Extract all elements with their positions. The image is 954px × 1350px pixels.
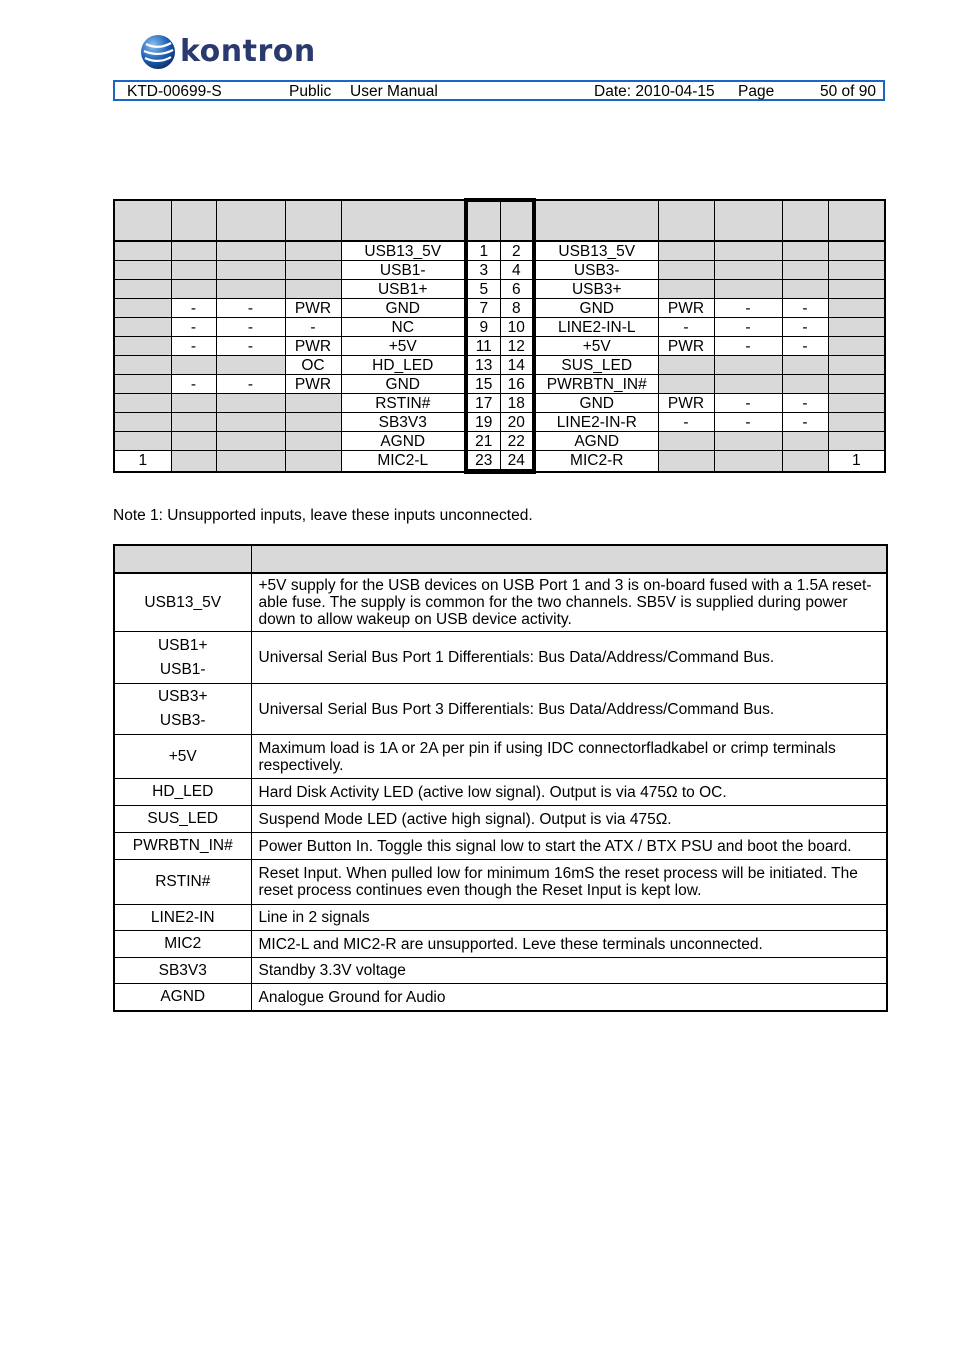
pin-number-cell: 23 (466, 451, 500, 472)
table-row (114, 432, 885, 451)
table-row (114, 684, 887, 735)
pin-signal-cell (828, 337, 885, 356)
pin-signal-cell (828, 413, 885, 432)
desc-table-header-cell (251, 545, 887, 573)
pin-signal-cell (171, 280, 216, 299)
pin-signal-cell: MIC2-R (534, 451, 658, 472)
pin-signal-cell (714, 432, 782, 451)
table-row (114, 905, 887, 931)
table-row (114, 833, 887, 860)
pin-table-header-cell (828, 200, 885, 241)
pin-number-cell: 8 (500, 299, 534, 318)
pin-signal-cell (216, 280, 285, 299)
pin-signal-cell (714, 451, 782, 472)
signal-name-cell (114, 779, 251, 806)
pin-signal-cell: - (658, 318, 714, 337)
pin-signal-cell: AGND (341, 432, 466, 451)
doc-id: KTD-00699-S (127, 83, 222, 100)
pin-signal-cell: PWR (658, 394, 714, 413)
pin-signal-cell: - (782, 413, 828, 432)
pin-number-cell: 16 (500, 375, 534, 394)
pin-signal-cell: SUS_LED (534, 356, 658, 375)
signal-name: AGND (160, 988, 206, 1005)
pin-signal-cell (828, 356, 885, 375)
table-row (114, 241, 885, 261)
pin-signal-cell: GND (341, 375, 466, 394)
pin-signal-cell: - (782, 337, 828, 356)
pin-table-header-cell (534, 200, 658, 241)
doc-classification: Public (289, 83, 332, 100)
pin-signal-cell: PWR (658, 299, 714, 318)
pin-signal-cell (171, 432, 216, 451)
pin-signal-cell: USB1- (341, 261, 466, 280)
pin-signal-cell (658, 451, 714, 472)
table-row (114, 806, 887, 833)
pin-signal-cell (171, 241, 216, 261)
signal-description-cell: Universal Serial Bus Port 1 Differentials: Bus Data/Address/Command Bus. (251, 632, 887, 684)
pin-signal-cell: - (658, 413, 714, 432)
pin-signal-cell (714, 375, 782, 394)
pin-signal-cell (658, 375, 714, 394)
table-row (114, 394, 885, 413)
pin-number-cell: 10 (500, 318, 534, 337)
pin-signal-cell: LINE2-IN-L (534, 318, 658, 337)
pin-signal-cell (114, 261, 171, 280)
signal-description-cell: MIC2-L and MIC2-R are unsupported. Leve these terminals unconnected. (251, 931, 887, 958)
pin-signal-cell: PWRBTN_IN# (534, 375, 658, 394)
signal-description-cell: Analogue Ground for Audio (251, 984, 887, 1012)
signal-description-cell: Maximum load is 1A or 2A per pin if using IDC connectorfladkabel or crimp terminals respectively. (251, 735, 887, 779)
table-row (114, 573, 887, 632)
pin-number-cell: 11 (466, 337, 500, 356)
table-row (114, 984, 887, 1012)
table-row (114, 356, 885, 375)
pin-signal-cell: USB13_5V (341, 241, 466, 261)
pin-signal-cell: - (171, 375, 216, 394)
pin-signal-cell (114, 356, 171, 375)
pin-assignment-table (113, 198, 886, 474)
pin-signal-cell (782, 261, 828, 280)
pin-table-header-cell (114, 200, 171, 241)
pin-signal-cell (114, 241, 171, 261)
pin-signal-cell (171, 261, 216, 280)
pin-number-cell: 9 (466, 318, 500, 337)
pin-signal-cell (171, 394, 216, 413)
pin-signal-cell: AGND (534, 432, 658, 451)
table-row (114, 779, 887, 806)
pin-table-header-cell (341, 200, 466, 241)
signal-name: USB3- (159, 712, 206, 729)
pin-signal-cell: HD_LED (341, 356, 466, 375)
pin-signal-cell (828, 280, 885, 299)
pin-signal-cell: GND (534, 299, 658, 318)
pin-signal-cell (714, 261, 782, 280)
signal-name: SB3V3 (158, 961, 207, 979)
pin-number-cell: 5 (466, 280, 500, 299)
signal-description-table (113, 544, 888, 1012)
pin-signal-cell (828, 375, 885, 394)
pin-signal-cell: 1 (114, 451, 171, 472)
pin-signal-cell (216, 432, 285, 451)
signal-name-cell (114, 735, 251, 779)
table-row (114, 299, 885, 318)
signal-description-cell: Reset Input. When pulled low for minimum 16mS the reset process will be initiated. The reset process continues even though the Reset Input is kept low. (251, 860, 887, 905)
desc-table-header-cell (114, 545, 251, 573)
pin-signal-cell (216, 261, 285, 280)
pin-signal-cell: - (714, 337, 782, 356)
doc-type: User Manual (350, 83, 438, 100)
pin-signal-cell (714, 356, 782, 375)
pin-signal-cell (114, 375, 171, 394)
pin-signal-cell (171, 451, 216, 472)
doc-date: Date: 2010-04-15 (594, 83, 715, 100)
pin-signal-cell (828, 241, 885, 261)
pin-signal-cell (658, 241, 714, 261)
logo-wordmark: kontron (180, 34, 316, 69)
pin-table-header-row (114, 200, 885, 241)
signal-description-cell: Suspend Mode LED (active high signal). Output is via 475Ω. (251, 806, 887, 833)
signal-name: USB3+ (157, 688, 208, 705)
pin-number-cell: 3 (466, 261, 500, 280)
pin-number-cell: 4 (500, 261, 534, 280)
pin-signal-cell (216, 356, 285, 375)
pin-signal-cell (171, 413, 216, 432)
pin-signal-cell: GND (341, 299, 466, 318)
pin-signal-cell (658, 432, 714, 451)
pin-signal-cell (216, 241, 285, 261)
signal-description-cell: Universal Serial Bus Port 3 Differentials: Bus Data/Address/Command Bus. (251, 684, 887, 735)
signal-name-cell (114, 684, 251, 735)
pin-signal-cell (782, 356, 828, 375)
pin-signal-cell (171, 356, 216, 375)
pin-signal-cell: - (782, 299, 828, 318)
pin-number-cell: 19 (466, 413, 500, 432)
signal-name-cell (114, 573, 251, 632)
signal-name: USB1- (159, 660, 206, 678)
table-row (114, 931, 887, 958)
pin-signal-cell: - (171, 318, 216, 337)
pin-table-header-cell (658, 200, 714, 241)
table-row (114, 451, 885, 472)
pin-signal-cell: - (216, 337, 285, 356)
signal-name-cell (114, 958, 251, 984)
pin-number-cell: 6 (500, 280, 534, 299)
pin-signal-cell: USB3+ (534, 280, 658, 299)
pin-signal-cell (658, 356, 714, 375)
pin-signal-cell (114, 299, 171, 318)
desc-table-header-row (114, 545, 887, 573)
pin-signal-cell: - (782, 318, 828, 337)
signal-description-cell: Power Button In. Toggle this signal low to start the ATX / BTX PSU and boot the board. (251, 833, 887, 860)
pin-signal-cell (782, 241, 828, 261)
signal-name: LINE2-IN (150, 908, 215, 926)
pin-signal-cell (285, 413, 341, 432)
pin-signal-cell: LINE2-IN-R (534, 413, 658, 432)
pin-signal-cell: - (216, 375, 285, 394)
table-row (114, 958, 887, 984)
pin-number-cell: 1 (466, 241, 500, 261)
pin-signal-cell (216, 413, 285, 432)
signal-name-cell (114, 984, 251, 1012)
pin-number-cell: 14 (500, 356, 534, 375)
pin-signal-cell: PWR (285, 337, 341, 356)
signal-name-cell (114, 860, 251, 905)
pin-signal-cell: - (714, 299, 782, 318)
pin-signal-cell: - (171, 337, 216, 356)
signal-name: USB1+ (157, 636, 208, 654)
pin-signal-cell (828, 261, 885, 280)
signal-name: MIC2 (164, 935, 202, 952)
globe-icon (140, 34, 176, 70)
signal-name-cell (114, 806, 251, 833)
pin-signal-cell: - (714, 394, 782, 413)
pin-signal-cell (714, 280, 782, 299)
pin-signal-cell: - (782, 394, 828, 413)
pin-table-header-cell (782, 200, 828, 241)
pin-signal-cell (285, 241, 341, 261)
pin-signal-cell: - (285, 318, 341, 337)
pin-signal-cell (658, 261, 714, 280)
table-row (114, 413, 885, 432)
signal-description-cell: Standby 3.3V voltage (251, 958, 887, 984)
pin-table-header-cell (466, 200, 500, 241)
signal-description-cell: Hard Disk Activity LED (active low signal). Output is via 475Ω to OC. (251, 779, 887, 806)
pin-table-header-cell (216, 200, 285, 241)
pin-signal-cell: - (216, 299, 285, 318)
pin-signal-cell (714, 241, 782, 261)
pin-signal-cell (285, 432, 341, 451)
signal-description-cell: Line in 2 signals (251, 905, 887, 931)
pin-signal-cell (285, 280, 341, 299)
pin-signal-cell (285, 394, 341, 413)
pin-signal-cell: GND (534, 394, 658, 413)
pin-number-cell: 20 (500, 413, 534, 432)
pin-table-header-cell (714, 200, 782, 241)
pin-signal-cell (216, 394, 285, 413)
pin-signal-cell: PWR (658, 337, 714, 356)
pin-signal-cell: OC (285, 356, 341, 375)
pin-signal-cell (828, 299, 885, 318)
signal-name-cell (114, 931, 251, 958)
signal-name: HD_LED (152, 783, 214, 800)
pin-signal-cell (114, 337, 171, 356)
table-row (114, 280, 885, 299)
pin-signal-cell (114, 394, 171, 413)
pin-signal-cell: PWR (285, 375, 341, 394)
pin-signal-cell: USB13_5V (534, 241, 658, 261)
pin-signal-cell: USB3- (534, 261, 658, 280)
pin-signal-cell (782, 432, 828, 451)
signal-name-cell (114, 833, 251, 860)
table-row (114, 337, 885, 356)
pin-signal-cell: NC (341, 318, 466, 337)
document-header (113, 80, 885, 101)
pin-signal-cell: +5V (341, 337, 466, 356)
pin-signal-cell: - (171, 299, 216, 318)
pin-number-cell: 18 (500, 394, 534, 413)
pin-signal-cell (782, 375, 828, 394)
table-row (114, 375, 885, 394)
pin-signal-cell (285, 261, 341, 280)
pin-signal-cell (828, 318, 885, 337)
pin-signal-cell (114, 413, 171, 432)
pin-number-cell: 17 (466, 394, 500, 413)
note-text: Note 1: Unsupported inputs, leave these inputs unconnected. (113, 507, 533, 524)
pin-number-cell: 7 (466, 299, 500, 318)
pin-signal-cell (114, 318, 171, 337)
pin-number-cell: 21 (466, 432, 500, 451)
pin-signal-cell: +5V (534, 337, 658, 356)
pin-signal-cell: PWR (285, 299, 341, 318)
pin-signal-cell (828, 394, 885, 413)
page-number: 50 of 90 (820, 83, 877, 100)
table-row (114, 632, 887, 684)
signal-name-cell (114, 905, 251, 931)
pin-signal-cell: MIC2-L (341, 451, 466, 472)
pin-signal-cell (216, 451, 285, 472)
pin-signal-cell (285, 451, 341, 472)
signal-name: USB13_5V (144, 593, 222, 611)
pin-signal-cell: USB1+ (341, 280, 466, 299)
pin-signal-cell (828, 432, 885, 451)
pin-table-header-cell (500, 200, 534, 241)
pin-signal-cell: - (714, 318, 782, 337)
table-row (114, 735, 887, 779)
pin-signal-cell (782, 451, 828, 472)
signal-description-cell: +5V supply for the USB devices on USB Port 1 and 3 is on-board fused with a 1.5A reset-able fuse. The supply is common for the two channels. SB5V is supplied during power down to allow wakeup on USB device activity. (251, 573, 887, 632)
pin-signal-cell: - (714, 413, 782, 432)
page-label: Page (738, 83, 775, 100)
pin-number-cell: 24 (500, 451, 534, 472)
signal-name: PWRBTN_IN# (132, 837, 233, 854)
pin-table-header-cell (171, 200, 216, 241)
table-row (114, 860, 887, 905)
pin-number-cell: 22 (500, 432, 534, 451)
pin-signal-cell (114, 280, 171, 299)
pin-number-cell: 13 (466, 356, 500, 375)
pin-signal-cell: - (216, 318, 285, 337)
pin-signal-cell: 1 (828, 451, 885, 472)
signal-name-cell (114, 632, 251, 684)
pin-number-cell: 12 (500, 337, 534, 356)
pin-signal-cell (658, 280, 714, 299)
pin-number-cell: 2 (500, 241, 534, 261)
table-row (114, 261, 885, 280)
signal-name: +5V (168, 747, 197, 765)
pin-signal-cell (782, 280, 828, 299)
signal-name: SUS_LED (147, 810, 219, 827)
pin-signal-cell (114, 432, 171, 451)
signal-name: RSTIN# (155, 873, 211, 890)
pin-signal-cell: SB3V3 (341, 413, 466, 432)
pin-table-header-cell (285, 200, 341, 241)
table-row (114, 318, 885, 337)
pin-signal-cell: RSTIN# (341, 394, 466, 413)
kontron-logo (140, 33, 316, 71)
pin-number-cell: 15 (466, 375, 500, 394)
